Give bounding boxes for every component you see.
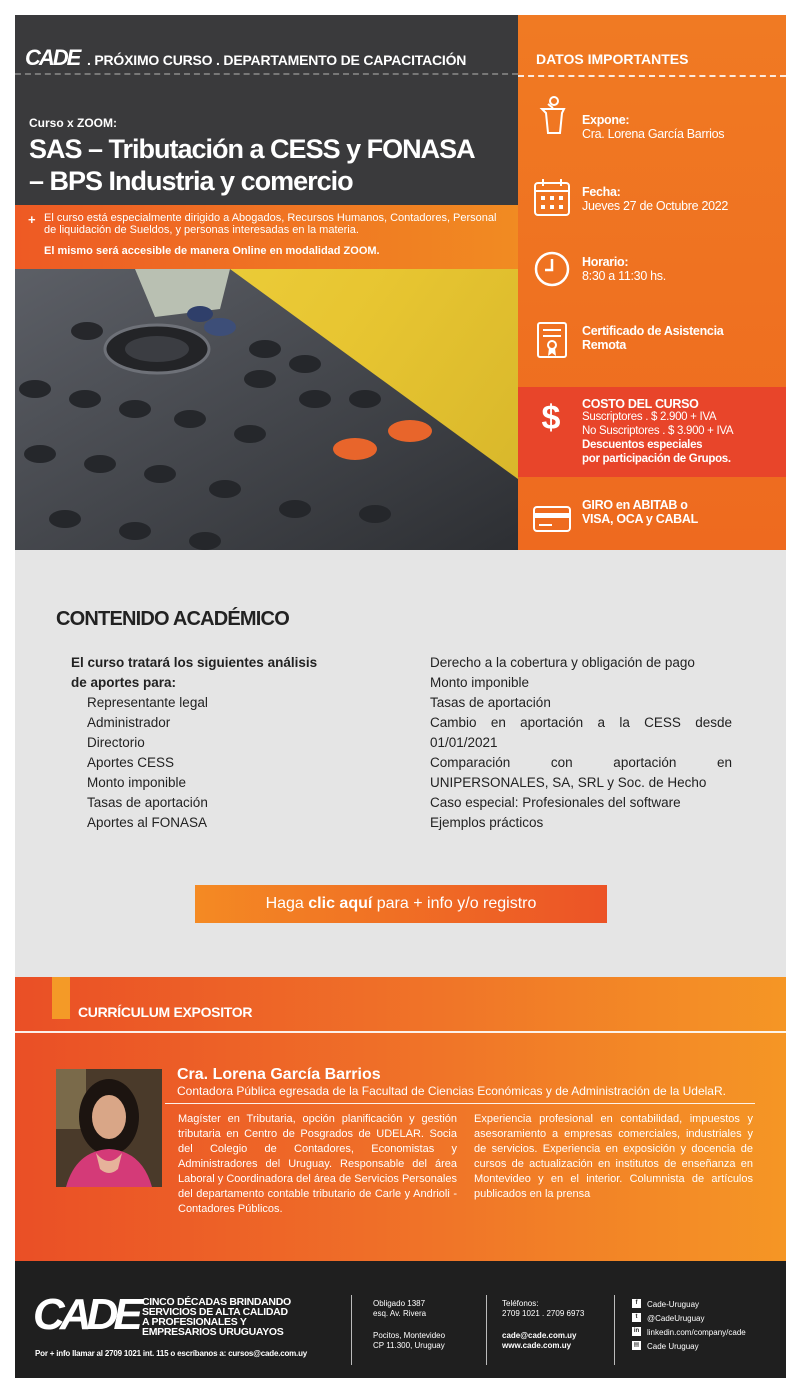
fecha-value: Jueves 27 de Octubre 2022 — [582, 199, 729, 213]
blog-label: Cade Uruguay — [647, 1342, 699, 1351]
twitter-icon: t — [632, 1313, 641, 1322]
speaker-divider — [165, 1103, 755, 1104]
blog-icon: ▤ — [633, 1342, 640, 1348]
calculator-photo — [15, 269, 518, 550]
phones-value: 2709 1021 . 2709 6973 — [502, 1309, 585, 1318]
speaker-role: Contadora Pública egresada de la Facultad de Ciencias Económicas y de Administración de la UdelaR. — [177, 1084, 726, 1098]
cv-column-2: Experiencia profesional en contabilidad, impuestos y asesoramiento a empresas comerciales, industriales y de servicios. Experiencia en exposición y docencia de cursos de actualización en institutos de enseñanza en Montevideo y en el interior. Columnista de artículos publicados en la prensa — [474, 1113, 753, 1200]
academic-section — [15, 550, 786, 977]
header-label: . PRÓXIMO CURSO . DEPARTAMENTO DE CAPACITACIÓN — [87, 52, 467, 68]
list-item: Tasas de aportación — [430, 695, 551, 710]
horario-value: 8:30 a 11:30 hs. — [582, 269, 666, 283]
datos-title: DATOS IMPORTANTES — [536, 51, 689, 67]
facebook-icon: f — [632, 1299, 641, 1308]
calculator-image — [15, 269, 518, 550]
facebook-label: Cade-Uruguay — [647, 1300, 700, 1309]
speaker-name: Cra. Lorena García Barrios — [177, 1066, 381, 1083]
cv-column-1: Magíster en Tributaria, opción planificación y gestión tributaria en Centro de Posgrados de UDELAR. Socia del Colegio de Contadores, Economistas y Administradores del Uruguay. Responsable del área Laboral y Coordinadora del área de Servicios Personales del departamento contable tributario de Carle y Andrioli - Contadores Públicos. — [178, 1113, 457, 1215]
linkedin-icon: in — [633, 1328, 640, 1334]
dollar-icon — [536, 399, 566, 435]
cade-logo: CADE — [25, 45, 80, 70]
clock-icon — [532, 249, 572, 289]
phones-label: Teléfonos: — [502, 1299, 539, 1308]
address-line1: Obligado 1387 — [373, 1299, 426, 1308]
list-item: Monto imponible — [87, 775, 187, 790]
footer-web-link[interactable]: www.cade.com.uy — [502, 1341, 572, 1350]
address-line3: Pocitos, Montevideo — [373, 1331, 446, 1340]
register-button[interactable] — [195, 885, 607, 923]
speaker-portrait — [56, 1069, 162, 1187]
twitter-label: @CadeUruguay — [647, 1314, 705, 1323]
list-item: Cambio en aportación a la CESS desde 01/01/2021 — [430, 715, 732, 750]
tagline-line3: A PROFESIONALES Y — [142, 1316, 247, 1328]
tagline-line2: SERVICIOS DE ALTA CALIDAD — [142, 1306, 288, 1318]
academic-left-column — [71, 653, 371, 833]
list-item: Aportes al FONASA — [87, 815, 208, 830]
cv-divider — [15, 1031, 786, 1033]
tagline-line1: CINCO DÉCADAS BRINDANDO — [142, 1296, 291, 1308]
list-item: Representante legal — [87, 695, 208, 710]
footer-logo: CADE — [33, 1290, 138, 1339]
course-title-line2: – BPS Industria y comercio — [29, 166, 353, 196]
list-item: Tasas de aportación — [87, 795, 208, 810]
datos-importantes-panel — [518, 15, 786, 550]
footer-divider — [486, 1295, 487, 1365]
cert-line2: Remota — [582, 338, 627, 352]
cert-line1: Certificado de Asistencia — [582, 324, 724, 338]
cost-no-suscriptores: No Suscriptores . $ 3.900 + IVA — [582, 425, 734, 437]
list-item: Derecho a la cobertura y obligación de pago — [430, 655, 695, 670]
hero-section — [15, 15, 786, 550]
cost-discount-line1: Descuentos especiales — [582, 439, 703, 451]
cost-suscriptores: Suscriptores . $ 2.900 + IVA — [582, 411, 717, 423]
datos-divider — [518, 75, 786, 77]
intro-text: El curso está especialmente dirigido a Abogados, Recursos Humanos, Contadores, Personal de liquidación de Sueldos, y personas interesadas en la materia. — [44, 212, 497, 236]
certificate-icon — [532, 320, 572, 360]
tagline-line4: EMPRESARIOS URUGUAYOS — [142, 1326, 284, 1338]
calendar-icon — [532, 177, 572, 217]
list-item: Monto imponible — [430, 675, 530, 690]
cost-discount-line2: por participación de Grupos. — [582, 453, 731, 465]
cta-pre: Haga — [265, 895, 309, 912]
intro-online-note: El mismo será accesible de manera Online en modalidad ZOOM. — [44, 245, 380, 257]
pay-line1: GIRO en ABITAB o — [582, 498, 688, 512]
list-item: Directorio — [87, 735, 145, 750]
credit-card-icon — [532, 499, 572, 539]
svg-text:$: $ — [541, 399, 561, 435]
cta-link[interactable]: clic aquí — [308, 895, 373, 912]
academic-title: CONTENIDO ACADÉMICO — [56, 608, 289, 630]
curriculum-section — [15, 977, 786, 1261]
cost-title: COSTO DEL CURSO — [582, 397, 699, 411]
horario-label: Horario: — [582, 255, 629, 269]
footer-email-link[interactable]: cade@cade.com.uy — [502, 1331, 577, 1340]
pay-line2: VISA, OCA y CABAL — [582, 512, 698, 526]
list-item: Administrador — [87, 715, 171, 730]
fecha-label: Fecha: — [582, 185, 621, 199]
footer-tagline — [142, 1297, 332, 1337]
list-item: Aportes CESS — [87, 755, 175, 770]
course-title — [29, 133, 514, 197]
speaker-photo — [56, 1069, 162, 1187]
list-item: Comparación con aportación en UNIPERSONALES, SA, SRL y Soc. de Hecho — [430, 755, 732, 790]
brand-bar — [15, 15, 518, 75]
academic-lead-line1: El curso tratará los siguientes análisis — [71, 655, 318, 670]
cta-post: para + info y/o registro — [372, 895, 537, 912]
address-line4: CP 11.300, Uruguay — [373, 1341, 445, 1350]
course-kicker: Curso x ZOOM: — [29, 116, 118, 130]
footer — [15, 1261, 786, 1378]
cv-title: CURRÍCULUM EXPOSITOR — [78, 1004, 253, 1020]
footer-contact-line: Por + info llamar al 2709 1021 int. 115 o escríbanos a: cursos@cade.com.uy — [35, 1349, 308, 1358]
course-title-line1: SAS – Tributación a CESS y FONASA — [29, 134, 475, 164]
footer-divider — [614, 1295, 615, 1365]
expone-value: Cra. Lorena García Barrios — [582, 127, 725, 141]
expone-label: Expone: — [582, 113, 630, 127]
cv-tab-accent — [52, 977, 70, 1019]
footer-divider — [351, 1295, 352, 1365]
cost-box — [518, 387, 786, 477]
speaker-icon — [532, 95, 572, 135]
plus-icon: + — [28, 212, 36, 227]
academic-lead-line2: de aportes para: — [71, 675, 177, 690]
list-item: Caso especial: Profesionales del software — [430, 795, 681, 810]
academic-right-column — [430, 653, 732, 833]
address-line2: esq. Av. Rivera — [373, 1309, 427, 1318]
linkedin-label: linkedin.com/company/cade — [647, 1328, 746, 1337]
list-item: Ejemplos prácticos — [430, 815, 544, 830]
